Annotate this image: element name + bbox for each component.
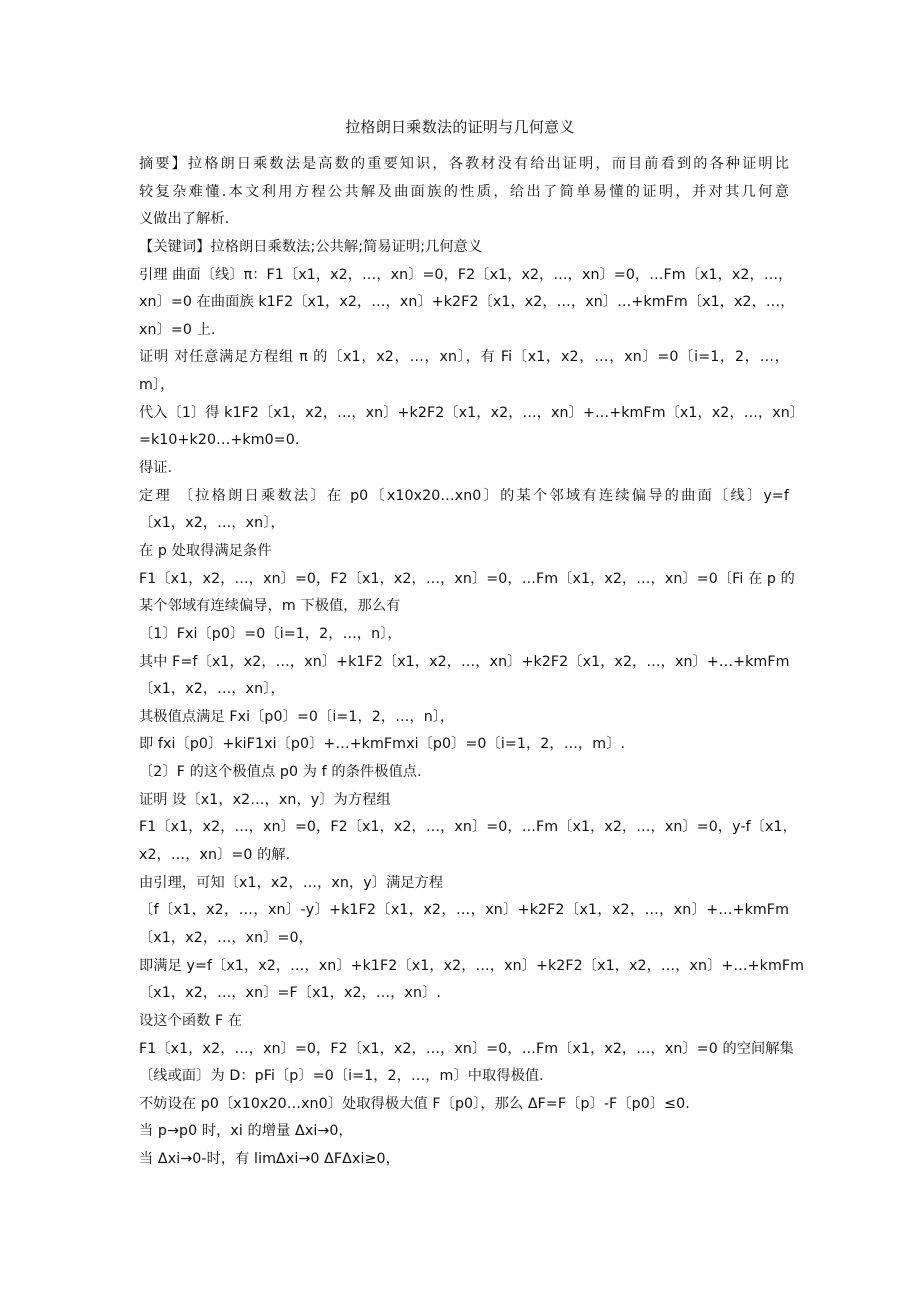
text-line: 某个邻域有连续偏导，m 下极值，那么有 <box>139 598 401 615</box>
text-line: F1〔x1，x2，…，xn〕=0，F2〔x1，x2，…，xn〕=0，…Fm〔x1，x2，…，xn〕=0 的空间解集 <box>139 1040 794 1057</box>
text-line: 〔1〕Fxi〔p0〕=0〔i=1，2，…，n〕， <box>139 625 402 642</box>
text-line: 即 fxi〔p0〕+kiF1xi〔p0〕+…+kmFmxi〔p0〕=0〔i=1，2，…，m〕. <box>139 736 626 753</box>
text-line: 〔2〕F 的这个极值点 p0 为 f 的条件极值点. <box>139 764 422 781</box>
text-line: 〔线或面〕为 D：pFi〔p〕=0〔i=1，2，…，m〕中取得极值. <box>139 1068 544 1085</box>
document-body <box>139 151 805 1174</box>
text-line: 即满足 y=f〔x1，x2，…，xn〕+k1F2〔x1，x2，…，xn〕+k2F2〔x1，x2，…，xn〕+…+kmFm <box>139 957 805 974</box>
text-line: 引理 曲面〔线〕π：F1〔x1，x2，…，xn〕=0，F2〔x1，x2，…，xn〕=0，…Fm〔x1，x2，…， <box>139 266 793 283</box>
text-line: F1〔x1，x2，…，xn〕=0，F2〔x1，x2，…，xn〕=0，…Fm〔x1，x2，…，xn〕=0〔Fi 在 p 的 <box>139 570 795 587</box>
text-line: 设这个函数 F 在 <box>139 1012 243 1029</box>
document-title: 拉格朗日乘数法的证明与几何意义 <box>345 118 575 136</box>
text-line: xn〕=0 上. <box>139 321 216 338</box>
text-line: 其极值点满足 Fxi〔p0〕=0〔i=1，2，…，n〕， <box>139 708 455 725</box>
text-line: 在 p 处取得满足条件 <box>139 542 272 559</box>
text-line: 当 p→p0 时，xi 的增量 Δxi→0， <box>139 1123 353 1140</box>
text-line: 定理 〔拉格朗日乘数法〕在 p0〔x10x20…xn0〕的某个邻域有连续偏导的曲面〔线〕y=f <box>139 487 789 504</box>
text-line: x2，…，xn〕=0 的解. <box>139 847 291 864</box>
text-line: F1〔x1，x2，…，xn〕=0，F2〔x1，x2，…，xn〕=0，…Fm〔x1，x2，…，xn〕=0，y-f〔x1， <box>139 819 797 836</box>
text-line: 〔x1，x2，…，xn〕=F〔x1，x2，…，xn〕. <box>139 985 441 1002</box>
text-line: 不妨设在 p0〔x10x20…xn0〕处取得极大值 F〔p0〕，那么 ΔF=F〔p〕-F〔p0〕≤0. <box>139 1095 690 1112</box>
text-line: 其中 F=f〔x1，x2，…，xn〕+k1F2〔x1，x2，…，xn〕+k2F2〔x1，x2，…，xn〕+…+kmFm <box>139 653 790 670</box>
text-line: 摘要】拉格朗日乘数法是高数的重要知识，各教材没有给出证明，而目前看到的各种证明比 <box>139 156 789 172</box>
text-line: xn〕=0 在曲面族 k1F2〔x1，x2，…，xn〕+k2F2〔x1，x2，…，xn〕…+kmFm〔x1，x2，…， <box>139 294 795 311</box>
text-line: 证明 对任意满足方程组 π 的〔x1，x2，…，xn〕，有 Fi〔x1，x2，…，xn〕=0〔i=1，2，…， <box>139 349 789 366</box>
text-line: 较复杂难懂.本文利用方程公共解及曲面族的性质，给出了简单易懂的证明，并对其几何意 <box>139 183 789 200</box>
text-line: 〔f〔x1，x2，…，xn〕-y〕+k1F2〔x1，x2，…，xn〕+k2F2〔x1，x2，…，xn〕+…+kmFm <box>139 902 789 919</box>
text-line: 〔x1，x2，…，xn〕， <box>139 681 285 698</box>
text-line: 得证. <box>139 460 173 477</box>
text-line: 〔x1，x2，…，xn〕， <box>139 515 285 532</box>
keywords-line: 【关键词】拉格朗日乘数法;公共解;简易证明;几何意义 <box>139 238 483 255</box>
text-line: 证明 设〔x1，x2…，xn，y〕为方程组 <box>139 791 391 808</box>
text-line: 由引理，可知〔x1，x2，…，xn，y〕满足方程 <box>139 874 444 891</box>
text-line: 义做出了解析. <box>139 211 230 228</box>
text-line: =k10+k20…+km0=0. <box>139 432 300 449</box>
text-line: 代入〔1〕得 k1F2〔x1，x2，…，xn〕+k2F2〔x1，x2，…，xn〕+…+kmFm〔x1，x2，…，xn〕 <box>139 404 805 421</box>
text-line: 〔x1，x2，…，xn〕=0， <box>139 929 313 946</box>
text-line: 当 Δxi→0-时，有 limΔxi→0 ΔFΔxi≥0， <box>139 1151 400 1168</box>
text-line: m〕， <box>139 377 175 394</box>
